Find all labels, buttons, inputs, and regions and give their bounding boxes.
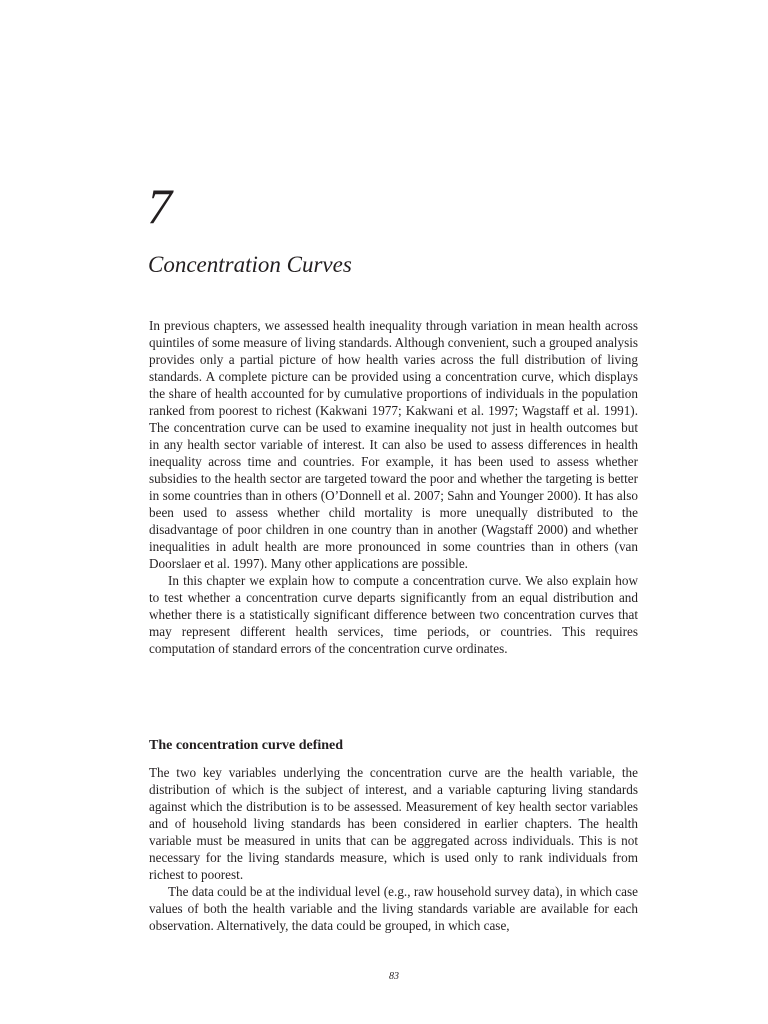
intro-text bbox=[149, 317, 638, 657]
intro-paragraph-2: In this chapter we explain how to compute a concentration curve. We also explain how to test whether a concentration curve departs significantly from an equal distribution and whether there is a statistically significant difference between two concentration curves that may represent different health services, time periods, or countries. This requires computation of standard errors of the concentration curve ordinates. bbox=[149, 573, 638, 656]
section-paragraph-2: The data could be at the individual level (e.g., raw household survey data), in which case values of both the health variable and the living standards variable are available for each observation. Alternatively, the data could be grouped, in which case, bbox=[149, 884, 638, 933]
intro-paragraph-1: In previous chapters, we assessed health inequality through variation in mean health across quintiles of some measure of living standards. Although convenient, such a grouped analysis provides only a partial picture of how health varies across the full distribution of living standards. A complete picture can be provided using a concentration curve, which displays the share of health accounted for by cumulative proportions of individuals in the population ranked from poorest to richest (Kakwani 1977; Kakwani et al. 1997; Wagstaff et al. 1991). The concentration curve can be used to examine inequality not just in health outcomes but in any health sector variable of interest. It can also be used to assess differences in health inequality across time and countries. For example, it has been used to assess whether subsidies to the health sector are targeted toward the poor and whether the targeting is better in some countries than in others (O’Donnell et al. 2007; Sahn and Younger 2000). It has also been used to assess whether child mortality is more unequally distributed to the disadvantage of poor children in one country than in another (Wagstaff 2000) and whether inequalities in adult health are more pronounced in some countries than in others (van Doorslaer et al. 1997). Many other applications are possible. bbox=[149, 318, 638, 571]
chapter-title: Concentration Curves bbox=[148, 252, 352, 277]
page-number: 83 bbox=[389, 971, 399, 982]
section-paragraph-1: The two key variables underlying the concentration curve are the health variable, the distribution of which is the subject of interest, and a variable capturing living standards against which the distribution is to be assessed. Measurement of key health sector variables and of household living standards has been considered in earlier chapters. The health variable must be measured in units that can be aggregated across individuals. This is not necessary for the living standards measure, which is used only to rank individuals from richest to poorest. bbox=[149, 765, 638, 882]
section-heading: The concentration curve defined bbox=[149, 738, 344, 753]
section-text bbox=[149, 764, 638, 934]
chapter-number: 7 bbox=[147, 178, 172, 234]
